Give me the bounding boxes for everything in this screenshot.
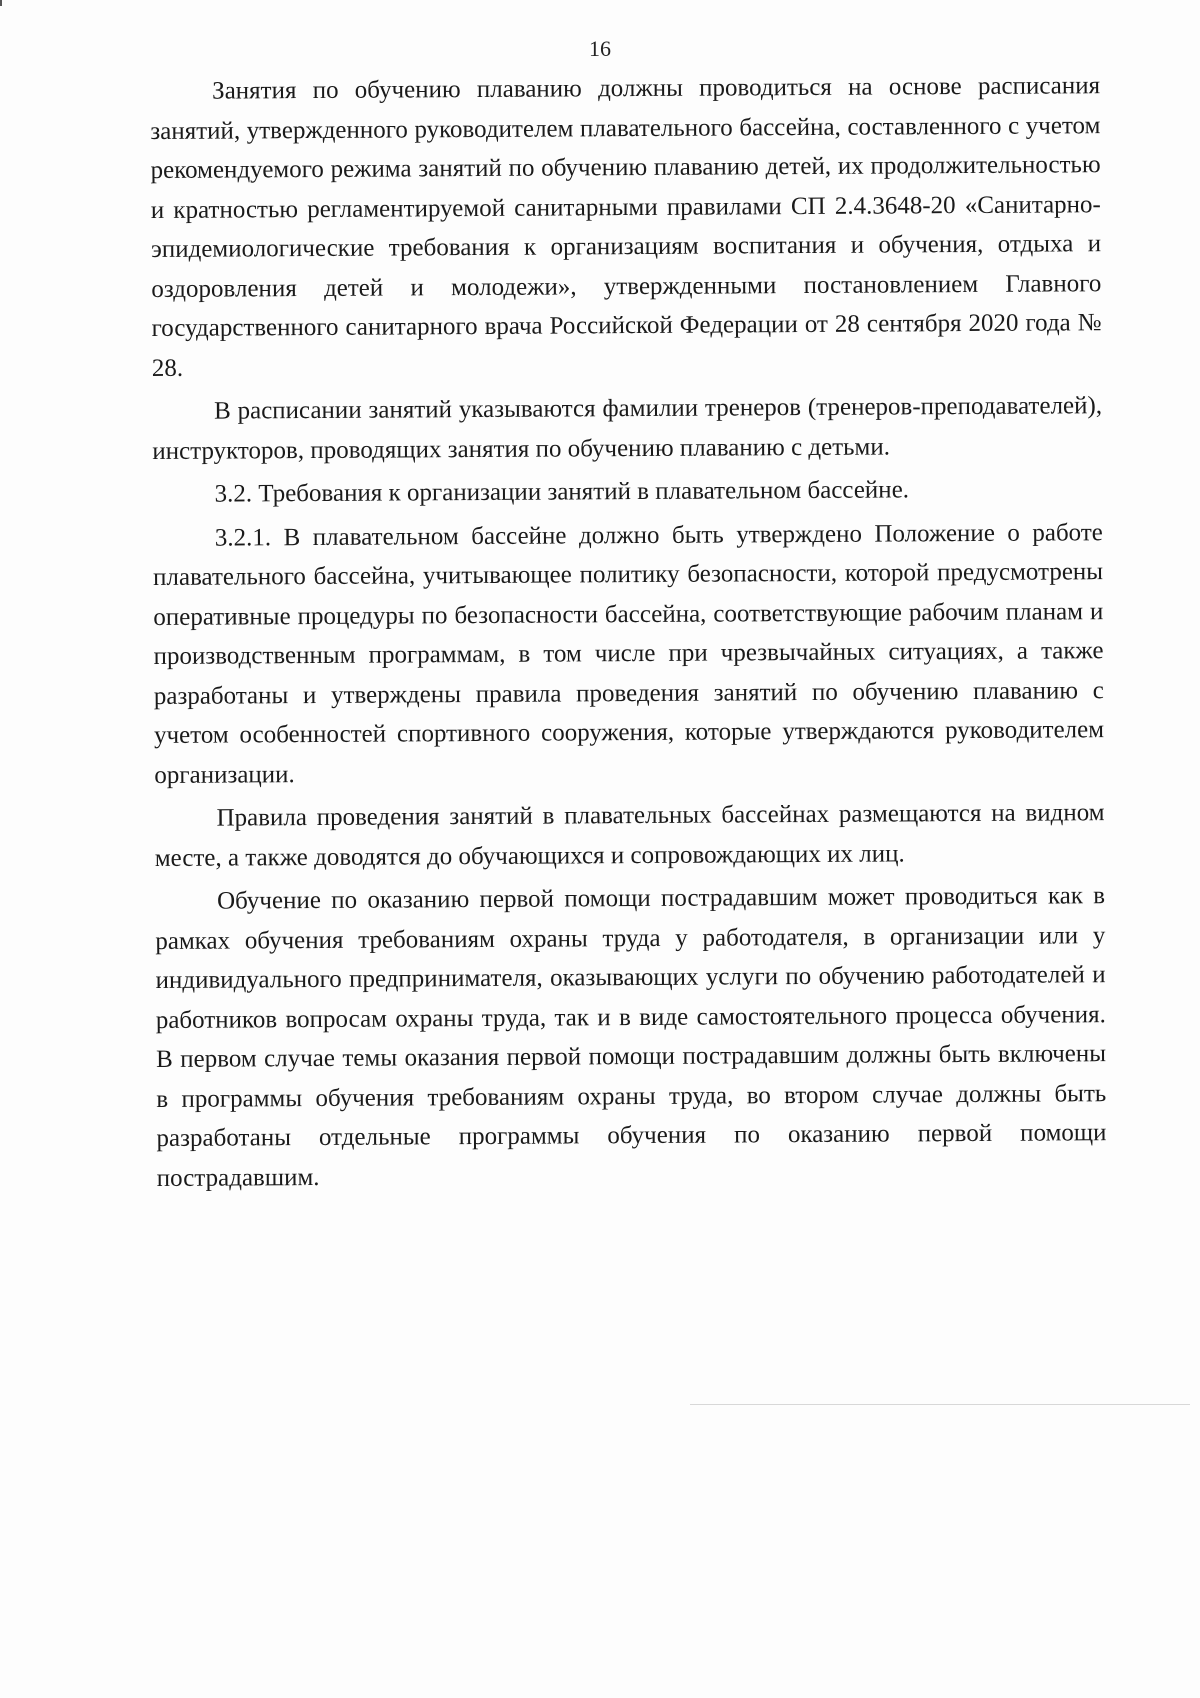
paragraph-rules-placement: Правила проведения занятий в плавательных бассейнах размещаются на видном месте, а также доводятся до обучающихся и сопровождающих их лиц. (154, 799, 1105, 872)
paragraph-3-2-1: 3.2.1. В плавательном бассейне должно быть утверждено Положение о работе плавательного бассейна, учитывающее политику безопасности, которой предусмотрены оперативные процедуры по безопасности бассейна, соответствующие рабочим планам и производственным программам, в том числе при чрезвычайных ситуациях, а также разработаны и утверждены правила проведения занятий по обучению плаванию с учетом особенностей спортивного сооружения, которые утверждаются руководителем организации. (153, 518, 1105, 789)
paragraph-schedule: Занятия по обучению плаванию должны проводиться на основе расписания занятий, утвержденного руководителем плавательного бассейна, составленного с учетом рекомендуемого режима занятий по обучению плаванию детей, их продолжительностью и кратностью регламентируемой санитарными правилами СП 2.4.3648-20 «Санитарно-эпидемиологические требования к организациям воспитания и обучения, отдыха и оздоровления детей и молодежи», утвержденными постановлением Главного государственного санитарного врача Российской Федерации от 28 сентября 2020 года № 28. (150, 72, 1102, 382)
paragraph-first-aid: Обучение по оказанию первой помощи пострадавшим может проводиться как в рамках обучения требованиям охраны труда у работодателя, в организации или у индивидуального предпринимателя, оказывающих услуги по обучению работодателей и работников вопросам охраны труда, так и в виде самостоятельного процесса обучения. В первом случае темы оказания первой помощи пострадавшим должны быть включены в программы обучения требованиям охраны труда, во втором случае должны быть разработаны отдельные программы обучения по оказанию первой помощи пострадавшим. (155, 882, 1107, 1192)
page-number: 16 (589, 36, 611, 61)
scan-artifact (0, 0, 2, 6)
paragraph-trainers: В расписании занятий указываются фамилии тренеров (тренеров-преподавателей), инструкторов, проводящих занятия по обучению плаванию с детьми. (152, 392, 1103, 465)
section-heading-3-2: 3.2. Требования к организации занятий в плавательном бассейне. (214, 476, 910, 508)
faint-divider-line (690, 1404, 1190, 1405)
document-body (150, 66, 1107, 1198)
